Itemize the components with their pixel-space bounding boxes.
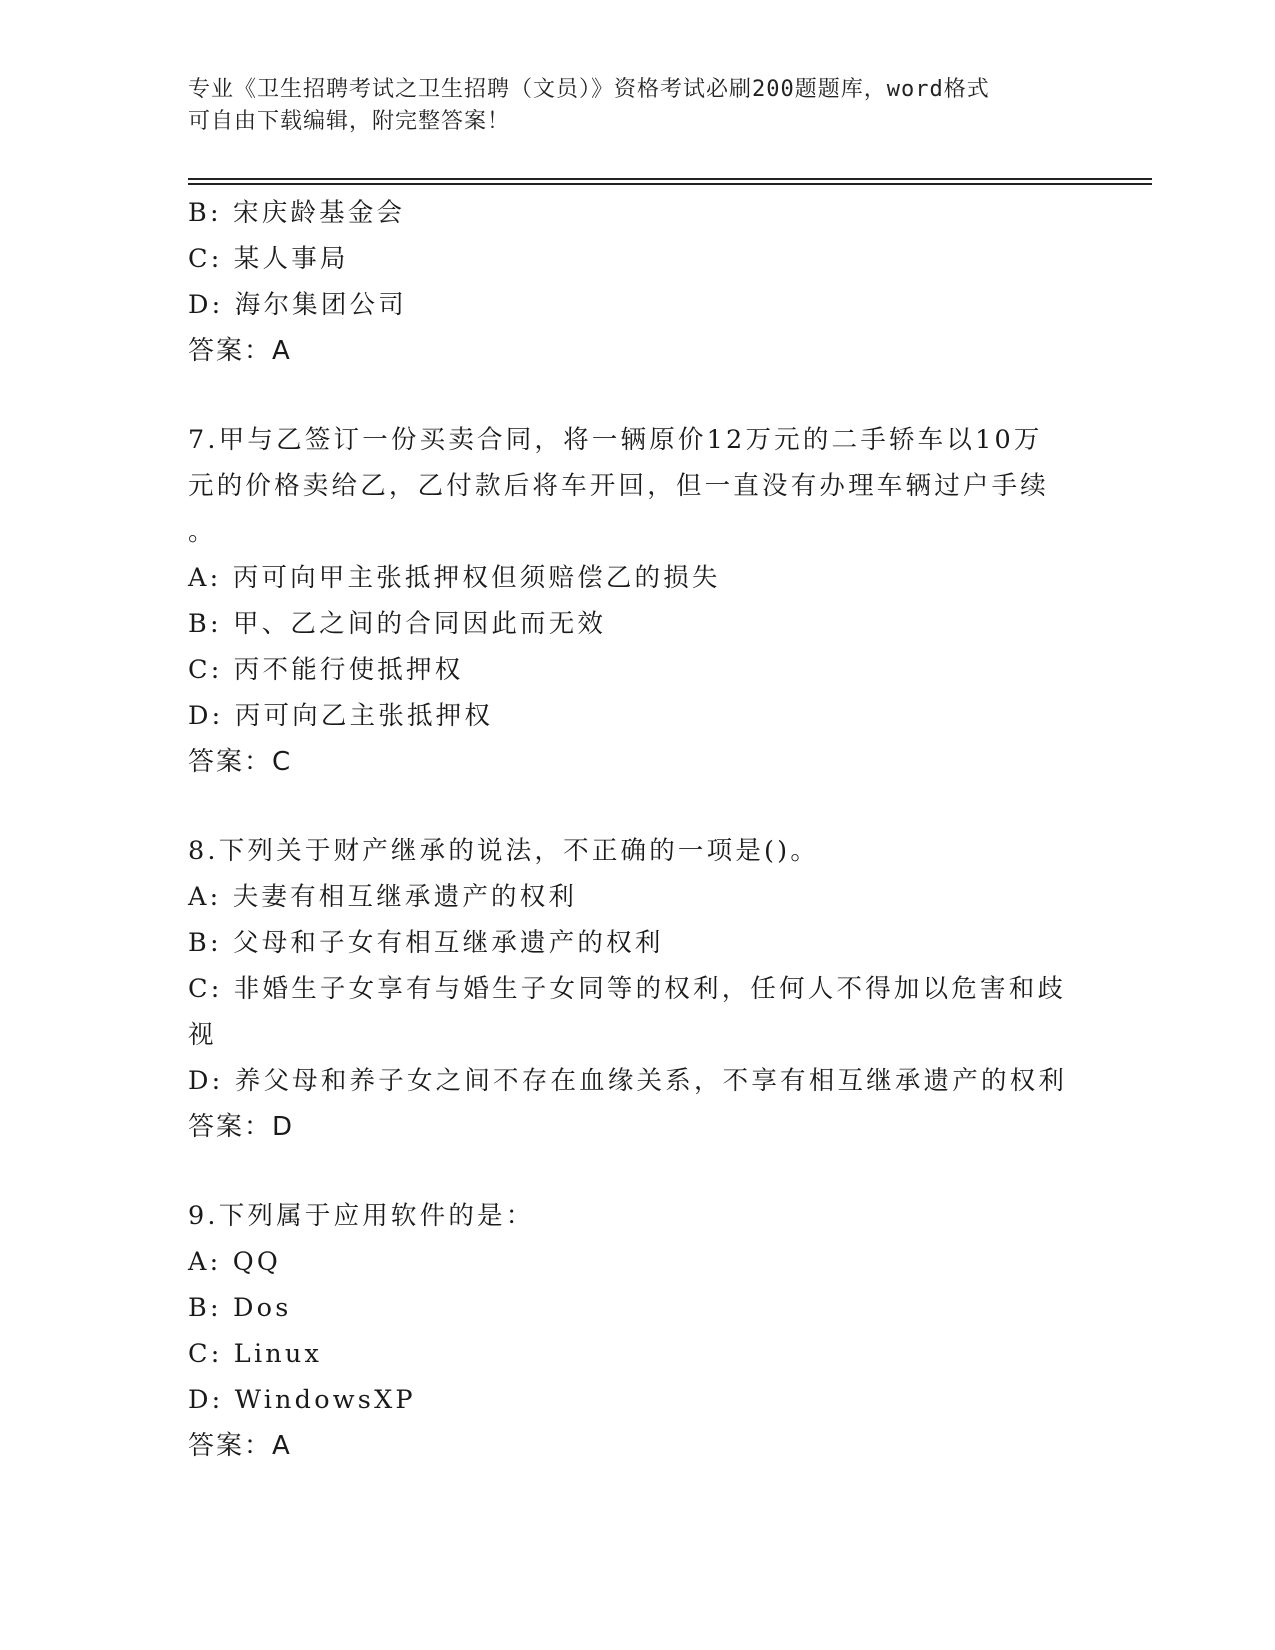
option-c: C: Linux	[188, 1339, 323, 1369]
spacer	[188, 785, 1088, 828]
option-b: B: 宋庆龄基金会	[188, 198, 406, 228]
option-c: C: 某人事局	[188, 244, 349, 274]
option-d: D: 丙可向乙主张抵押权	[188, 701, 494, 731]
header-divider-bottom	[188, 183, 1152, 185]
spacer	[188, 1150, 1088, 1193]
answer: 答案：C	[188, 747, 293, 777]
question-stem-line: 7.甲与乙签订一份买卖合同，将一辆原价12万元的二手轿车以10万	[188, 425, 1043, 455]
answer: 答案：A	[188, 1431, 292, 1461]
option-b: B: 父母和子女有相互继承遗产的权利	[188, 928, 664, 958]
question-6	[188, 190, 1088, 374]
option-c: C: 丙不能行使抵押权	[188, 655, 464, 685]
question-stem-line: 8.下列关于财产继承的说法，不正确的一项是()。	[188, 836, 820, 866]
option-a: A: 丙可向甲主张抵押权但须赔偿乙的损失	[188, 563, 721, 593]
header-line-1: 专业《卫生招聘考试之卫生招聘（文员）》资格考试必刷200题题库，word格式	[188, 77, 990, 102]
option-d: D: WindowsXP	[188, 1385, 416, 1415]
answer: 答案：A	[188, 336, 292, 366]
option-a: A: QQ	[188, 1247, 281, 1277]
spacer	[188, 374, 1088, 417]
option-c-continued: 视	[188, 1020, 217, 1050]
question-list	[188, 190, 1088, 1469]
option-d: D: 养父母和养子女之间不存在血缘关系，不享有相互继承遗产的权利	[188, 1066, 1068, 1096]
option-b: B: 甲、乙之间的合同因此而无效	[188, 609, 607, 639]
option-d: D: 海尔集团公司	[188, 290, 407, 320]
question-8	[188, 828, 1088, 1150]
option-b: B: Dos	[188, 1293, 292, 1323]
question-stem-line: 9.下列属于应用软件的是：	[188, 1201, 535, 1231]
question-9	[188, 1193, 1088, 1469]
header-line-2: 可自由下载编辑，附完整答案！	[188, 109, 511, 134]
option-c: C: 非婚生子女享有与婚生子女同等的权利，任何人不得加以危害和歧	[188, 974, 1067, 1004]
answer: 答案：D	[188, 1112, 295, 1142]
document-header	[188, 74, 1068, 138]
question-stem-line: 元的价格卖给乙，乙付款后将车开回，但一直没有办理车辆过户手续	[188, 471, 1050, 501]
question-7	[188, 417, 1088, 785]
question-stem-line: 。	[188, 517, 217, 547]
option-a: A: 夫妻有相互继承遗产的权利	[188, 882, 578, 912]
header-divider-top	[188, 178, 1152, 180]
